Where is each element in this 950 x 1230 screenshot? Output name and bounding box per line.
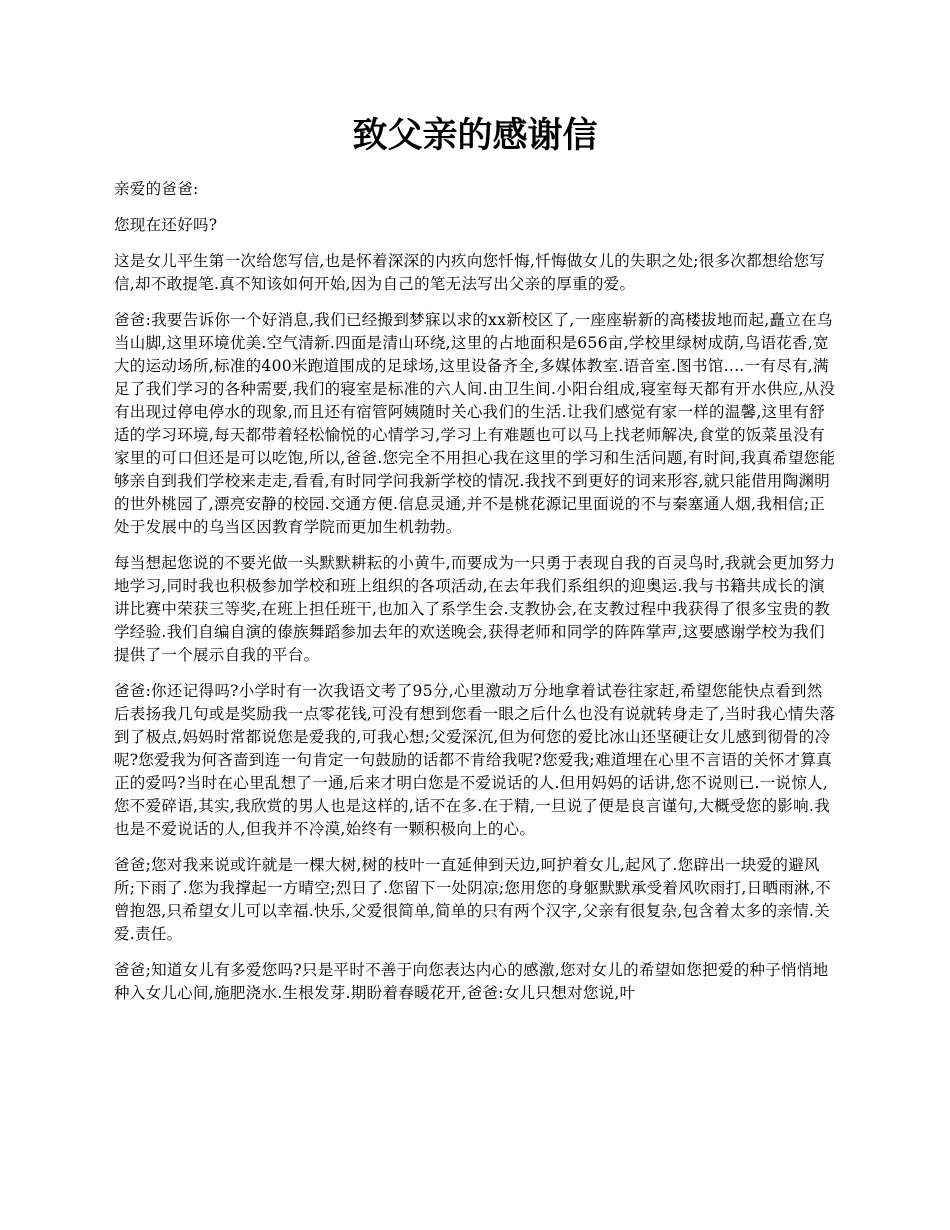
paragraph: 爸爸:我要告诉你一个好消息,我们已经搬到梦寐以求的xx新校区了,一座座崭新的高楼拔地而起,矗立在乌当山脚,这里环境优美.空气清新.四面是清山环绕,这里的占地面积是656亩,学校里绿树成荫,鸟语花香,宽大的运动场所,标准的400米跑道围成的足球场,这里设备齐全,多媒体教室.语音室.图书馆....一有尽有,满足了我们学习的各种需要,我们的寝室是标准的六人间.由卫生间.小阳台组成,寝室每天都有开水供应,从没有出现过停电停水的现象,而且还有宿管阿姨随时关心我们的生活.让我们感觉有家一样的温馨,这里有舒适的学习环境,每天都带着轻松愉悦的心情学习,学习上有难题也可以马上找老师解决,食堂的饭菜虽没有家里的可口但还是可以吃饱,所以,爸爸.您完全不用担心我在这里的学习和生活问题,有时间,我真希望您能够亲自到我们学校来走走,看看,有时同学问我新学校的情况.我找不到更好的词来形容,就只能借用陶渊明的世外桃园了,漂亮安静的校园.交通方便.信息灵通,并不是桃花源记里面说的不与秦塞通人烟,我相信;正处于发展中的乌当区因教育学院而更加生机勃勃。 xyxy=(114,311,836,536)
paragraph: 爸爸;知道女儿有多爱您吗?只是平时不善于向您表达内心的感激,您对女儿的希望如您把爱的种子悄悄地种入女儿心间,施肥浇水.生根发芽.期盼着春暖花开,爸爸:女儿只想对您说,叶 xyxy=(114,961,829,1002)
paragraph: 每当想起您说的不要光做一头默默耕耘的小黄牛,而要成为一只勇于表现自我的百灵鸟时,我就会更加努力地学习,同时我也积极参加学校和班上组织的各项活动,在去年我们系组织的迎奥运.我与书籍共成长的演讲比赛中荣获三等奖,在班上担任班干,也加入了系学生会.支教协会,在支教过程中我获得了很多宝贵的教学经验.我们自编自演的傣族舞蹈参加去年的欢送晚会,获得老师和同学的阵阵掌声,这要感谢学校为我们提供了一个展示自我的平台。 xyxy=(114,554,836,664)
document-title: 致父亲的感谢信 xyxy=(352,115,598,156)
letter-body xyxy=(114,178,838,1018)
paragraph: 这是女儿平生第一次给您写信,也是怀着深深的内疚向您忏悔,忏悔做女儿的失职之处;很多次都想给您写信,却不敢提笔.真不知该如何开始,因为自己的笔无法写出父亲的厚重的爱。 xyxy=(114,252,826,293)
salutation: 亲爱的爸爸: xyxy=(114,180,199,198)
paragraph: 爸爸;您对我来说或许就是一棵大树,树的枝叶一直延伸到天边,呵护着女儿,起风了.您辟出一块爱的避风所;下雨了.您为我撑起一方晴空;烈日了.您留下一处阴凉;您用您的身躯默默承受着风吹雨打,日晒雨淋,不曾抱怨,只希望女儿可以幸福.快乐,父爱很简单,简单的只有两个汉字,父亲有很复杂,包含着太多的亲情.关爱.责任。 xyxy=(114,856,831,943)
paragraph: 您现在还好吗? xyxy=(114,216,218,234)
paragraph: 爸爸:你还记得吗?小学时有一次我语文考了95分,心里激动万分地拿着试卷往家赶,希望您能快点看到然后表扬我几句或是奖励我一点零花钱,可没有想到您看一眼之后什么也没有说就转身走了,当时我心情失落到了极点,妈妈时常都说您是爱我的,可我心想;父爱深沉,但为何您的爱比冰山还坚硬让女儿感到彻骨的冷呢?您爱我为何吝啬到连一句肯定一句鼓励的话都不肯给我呢?您爱我;难道埋在心里不言语的关怀才算真正的爱吗?当时在心里乱想了一通,后来才明白您是不爱说话的人.但用妈妈的话讲,您不说则已.一说惊人,您不爱碎语,其实,我欣赏的男人也是这样的,话不在多.在于精,一旦说了便是良言谨句,大概受您的影响.我也是不爱说话的人,但我并不冷漠,始终有一颗积极向上的心。 xyxy=(114,682,836,838)
